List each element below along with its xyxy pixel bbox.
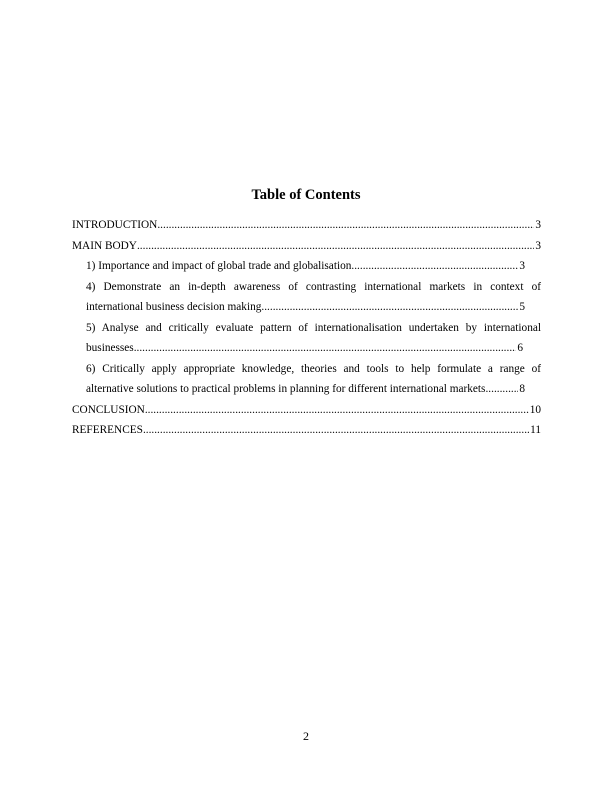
- toc-entry-label: 6) Critically apply appropriate knowledge, theories and tools to help formulate a range of: [86, 362, 541, 375]
- toc-page-number: 3: [535, 219, 541, 231]
- toc-entry-continuation: businesses: [86, 342, 134, 354]
- toc-entry-label: 4) Demonstrate an in-depth awareness of contrasting international markets in context of: [86, 280, 541, 293]
- toc-entry-continuation: alternative solutions to practical problems in planning for different international markets: [86, 383, 486, 395]
- toc-entry-contrasting-markets[interactable]: [72, 277, 541, 318]
- toc-leader-dots: [351, 256, 518, 277]
- toc-entry-global-trade[interactable]: [72, 256, 541, 277]
- toc-leader-dots: [485, 379, 518, 400]
- toc-entry-alternative-solutions[interactable]: [72, 359, 541, 400]
- toc-entry-label: 5) Analyse and critically evaluate pattern of internationalisation undertaken by international: [86, 321, 541, 334]
- toc-entry-introduction[interactable]: [72, 215, 541, 236]
- toc-entry-conclusion[interactable]: [72, 400, 541, 421]
- toc-title: Table of Contents: [251, 187, 361, 203]
- toc-entry-references[interactable]: [72, 420, 541, 441]
- toc-entry-internationalisation-pattern[interactable]: [72, 318, 541, 359]
- toc-entry-label: MAIN BODY: [72, 239, 137, 252]
- toc-entry-main-body[interactable]: [72, 236, 541, 257]
- toc-entry-label: INTRODUCTION: [72, 219, 158, 231]
- toc-leader-dots: [261, 297, 518, 318]
- toc-page-number: 10: [529, 403, 541, 416]
- toc-page-number: 5: [519, 301, 525, 313]
- toc-leader-dots: [137, 236, 534, 257]
- toc-page-number: 6: [517, 342, 523, 354]
- toc-page-number: 11: [530, 424, 541, 436]
- toc-leader-dots: [143, 420, 529, 441]
- toc-entry-continuation: international business decision making: [86, 301, 262, 313]
- toc-page-number: 3: [535, 239, 541, 252]
- toc-entry-label: 1) Importance and impact of global trade and globalisation: [86, 260, 352, 272]
- toc-leader-dots: [157, 215, 534, 236]
- toc-page-number: 8: [519, 383, 525, 395]
- toc-entry-label: REFERENCES: [72, 424, 143, 436]
- toc-leader-dots: [145, 400, 529, 421]
- toc-entry-label: CONCLUSION: [72, 403, 145, 416]
- toc-page-number: 3: [519, 260, 525, 272]
- table-of-contents: [72, 215, 541, 441]
- toc-leader-dots: [134, 338, 517, 359]
- page-number: 2: [303, 729, 309, 743]
